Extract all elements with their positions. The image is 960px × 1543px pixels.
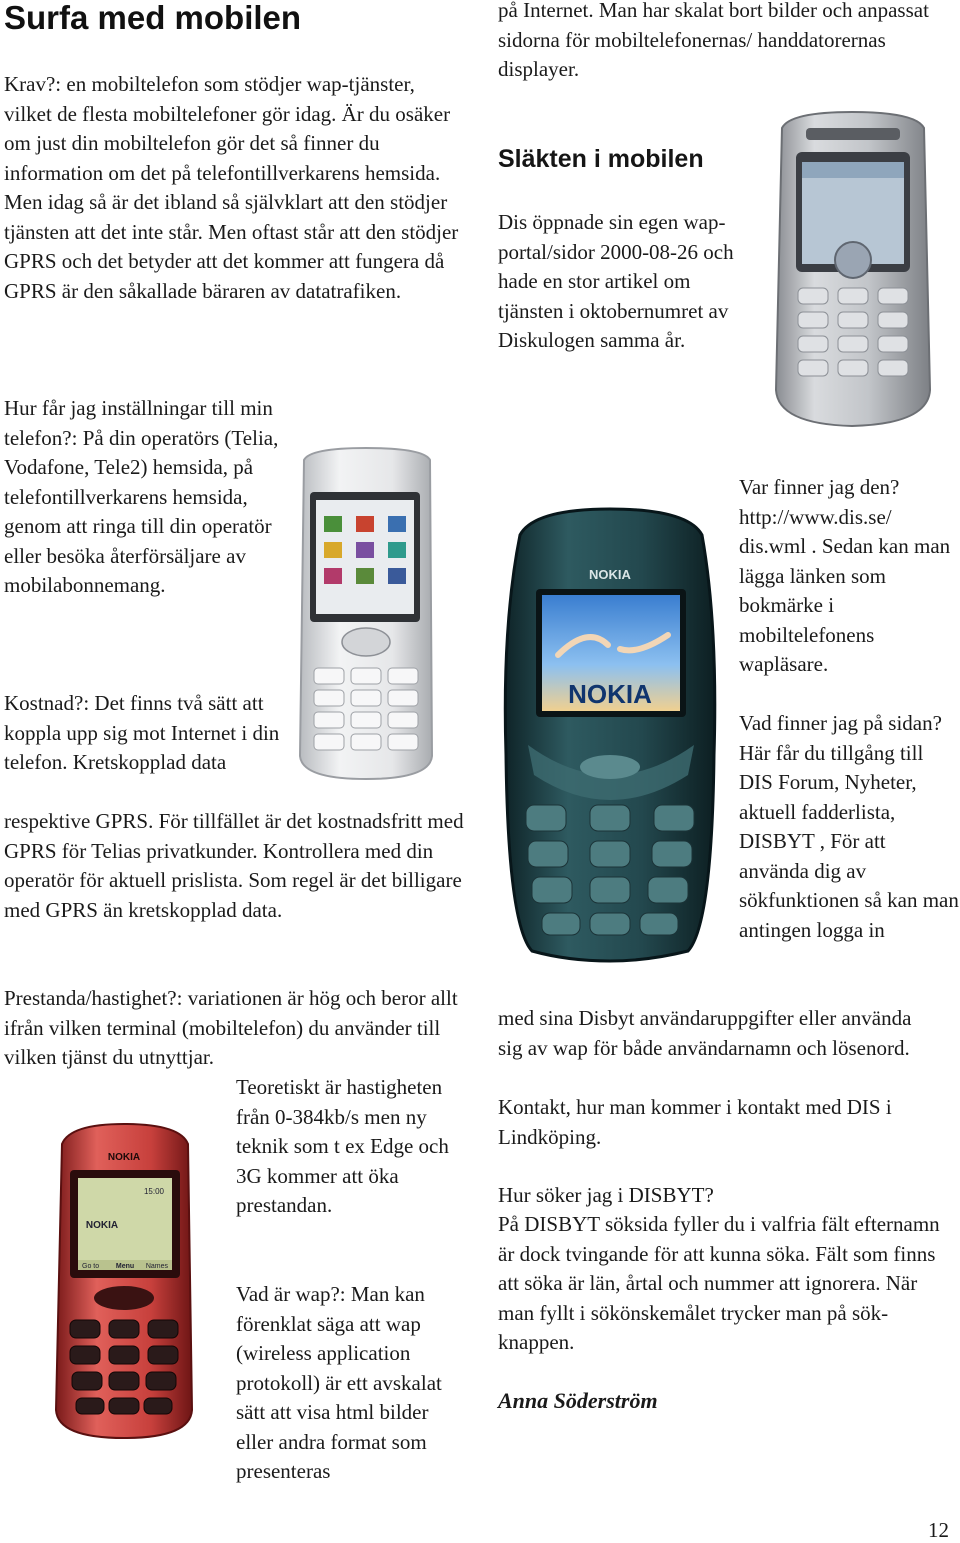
heading-slakten: Släkten i mobilen [498, 145, 704, 173]
paragraph-kostnad-intro: Kostnad?: Det finns två sätt att koppla upp sig mot Internet i din telefon. Kretskopplad data [4, 691, 280, 774]
page-number: 12 [928, 1518, 949, 1542]
paragraph-wap: Vad är wap?: Man kan förenklat säga att wap (wireless application protokoll) är ett avskalat sätt att visa html bilder eller andra format som presenteras [236, 1282, 442, 1483]
article-title: Surfa med mobilen [4, 0, 302, 36]
paragraph-var-finner: Var finner jag den? http://www.dis.se/ dis.wml . Sedan kan man lägga länken som bokmärke i mobiltelefonens wapläsare. [739, 475, 951, 676]
paragraph-slakten: Dis öppnade sin egen wap-portal/sidor 2000-08-26 och hade en stor artikel om tjänsten i oktobernumret av Diskulogen samma år. [498, 210, 734, 352]
paragraph-kostnad-rest: respektive GPRS. För tillfället är det kostnadsfritt med GPRS för Telias privatkunder. Kontrollera med din operatör för aktuell prislista. Som regel är det billigare med GPRS än kretskopplad data. [4, 809, 464, 922]
red-phone-right-soft: Names [145, 1263, 168, 1270]
heading-sok: Hur söker jag i DISBYT? [498, 1183, 714, 1207]
paragraph-teoretiskt: Teoretiskt är hastigheten från 0-384kb/s men ny teknik som t ex Edge och 3G kommer att öka prestandan. [236, 1075, 449, 1217]
nokia-logo-large: NOKIA [568, 679, 652, 709]
paragraph-sok: På DISBYT söksida fyller du i valfria fält efternamn är dock tvingande för att kunna söka. Fält som finns att söka är län, årtal och nummer att ignorera. När man fyllt i sökönskemålet trycker man på sök-knappen. [498, 1212, 940, 1354]
paragraph-krav: Krav?: en mobiltelefon som stödjer wap-tjänster, vilket de flesta mobiltelefoner gör idag. Är du osäker om just din mobiltelefon gör det så finner du information om det på telefontillverkarens hemsida. Men idag så är det ibland så självklart att den stödjer tjänsten att det inte står. Men oftast står att den stödjer GPRS och det betyder att det kommer att fungera då GPRS är den såkallade bäraren av datatrafiken. [4, 72, 459, 303]
red-phone-brand: NOKIA [107, 1152, 141, 1163]
red-phone-screen-logo: NOKIA [85, 1220, 119, 1231]
author-signature: Anna Söderström [498, 1388, 658, 1413]
silver-phone-image [770, 110, 935, 428]
red-phone-time: 15:00 [143, 1187, 164, 1196]
red-phone-left-soft: Go to [82, 1263, 100, 1270]
paragraph-kontakt: Kontakt, hur man kommer i kontakt med DIS i Lindköping. [498, 1095, 892, 1149]
red-phone-menu: Menu [115, 1263, 135, 1270]
nokia-logo-small: NOKIA [589, 567, 631, 582]
white-phone-image [296, 446, 436, 781]
paragraph-continued: på Internet. Man har skalat bort bilder och anpassat sidorna för mobiltelefonernas/ handdatorernas displayer. [498, 0, 929, 81]
nokia-red-phone-image [52, 1120, 197, 1440]
nokia-teal-phone-image [498, 505, 723, 963]
paragraph-prestanda: Prestanda/hastighet?: variationen är hög och beror allt ifrån vilken terminal (mobiltelefon) du använder till vilken tjänst du utnyttjar. [4, 986, 458, 1069]
paragraph-vad-finner: Vad finner jag på sidan? Här får du tillgång till DIS Forum, Nyheter, aktuell fadderlista, DISBYT , För att använda dig av sökfunktionen så kan man antingen logga in [739, 711, 959, 942]
paragraph-installningar: Hur får jag inställningar till min telefon?: På din operatörs (Telia, Vodafone, Tele2) hemsida, på telefontillverkarens hemsida, genom att ringa till din operatör eller besöka återförsäljare av mobilabonnemang. [4, 396, 279, 597]
paragraph-vad-finner-rest: med sina Disbyt användaruppgifter eller använda sig av wap för både användarnamn och lösenord. [498, 1006, 912, 1060]
